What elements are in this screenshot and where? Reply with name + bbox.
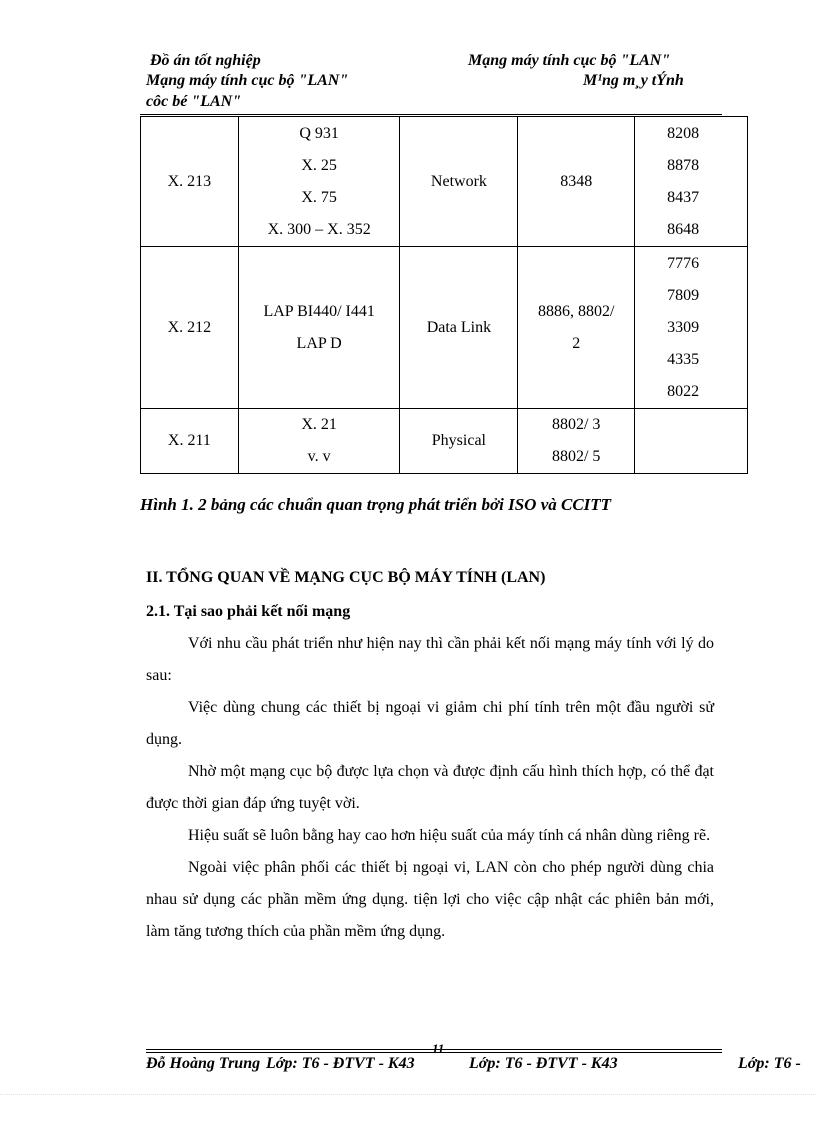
header-title-left: Mạng máy tính cục bộ "LAN" [146,72,349,89]
footer-author: Đỗ Hoàng Trung [146,1055,261,1072]
table-row-network [141,117,748,247]
table-cell: X. 21 v. v [238,409,400,474]
footer-page-number: 11 [432,1041,445,1056]
table-cell: X. 213 [141,117,239,247]
table-cell [635,409,748,474]
table-cell: 8802/ 3 8802/ 5 [518,409,635,474]
footer-class-right: Lớp: T6 - [738,1055,801,1072]
table-cell: Network [400,117,518,247]
footer-class: Lớp: T6 - ĐTVT - K43 [469,1055,618,1072]
table-cell: LAP BI440/ I441 LAP D [238,247,400,409]
paragraph: Với nhu cầu phát triển như hiện nay thì cần phải kết nối mạng máy tính với lý do sau: [146,635,714,684]
standards-table [140,116,748,474]
table-row-data-link [141,247,748,409]
section-heading: II. TỔNG QUAN VỀ MẠNG CỤC BỘ MÁY TÍNH (LAN) [146,569,546,586]
table-cell: Physical [400,409,518,474]
table-cell: X. 211 [141,409,239,474]
table-row-physical [141,409,748,474]
subsection-heading: 2.1. Tại sao phải kết nối mạng [146,603,351,620]
header-doc-type: Đồ án tốt nghiệp [150,52,261,69]
table-cell: Q 931 X. 25 X. 75 X. 300 – X. 352 [238,117,400,247]
body-text [146,628,714,948]
figure-caption: Hình 1. 2 bảng các chuẩn quan trọng phát triển bởi ISO và CCITT [140,495,612,514]
header-legacy-title-right: M¹ng m¸y tÝnh [583,72,684,89]
table-cell: X. 212 [141,247,239,409]
paragraph: Việc dùng chung các thiết bị ngoại vi giảm chi phí tính trên một đầu người sử dụng. [146,699,714,748]
paragraph: Ngoài việc phân phối các thiết bị ngoại vi, LAN còn cho phép người dùng chia nhau sử dụng các phần mềm ứng dụng. tiện lợi cho việc cập nhật các phiên bản mới, làm tăng tương thích của phần mềm ứng dụng. [146,859,714,940]
footer-class: Lớp: T6 - ĐTVT - K43 [266,1055,415,1072]
paragraph: Hiệu suất sẽ luôn bằng hay cao hơn hiệu suất của máy tính cá nhân dùng riêng rẽ. [188,827,711,844]
table-cell: 8348 [518,117,635,247]
table-cell: 8886, 8802/ 2 [518,247,635,409]
table-cell: 8208 8878 8437 8648 [635,117,748,247]
page-edge-divider [0,1094,816,1095]
table-cell: Data Link [400,247,518,409]
header-rule [140,114,722,115]
header-legacy-title-left: côc bé "LAN" [146,93,242,110]
header-title-right: Mạng máy tính cục bộ "LAN" [468,52,671,69]
table-cell: 7776 7809 3309 4335 8022 [635,247,748,409]
paragraph: Nhờ một mạng cục bộ được lựa chọn và được định cấu hình thích hợp, có thể đạt được thời gian đáp ứng tuyệt vời. [146,763,714,812]
